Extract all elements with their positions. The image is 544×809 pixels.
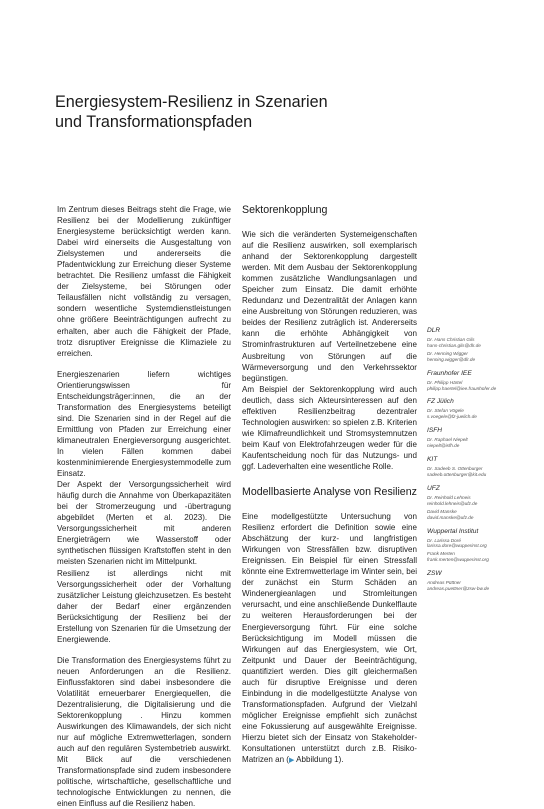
author-email: larissa.dore@wupperinst.org	[427, 543, 487, 549]
figure-reference: Abbildung 1).	[294, 755, 344, 765]
author-email: niepelt@isfh.de	[427, 443, 460, 449]
author-name: Dr. Larissa Doré	[427, 537, 461, 543]
author-entry	[427, 380, 537, 392]
author-name: David Manske	[427, 508, 457, 514]
author-name: Frank Merten	[427, 551, 455, 557]
author-name: Dr. Raphael Niepelt	[427, 437, 468, 443]
left-column	[57, 204, 231, 809]
paragraph: Resilienz ist allerdings nicht mit Versorgungssicherheit oder der Vorhaltung zusätzlicher Leistung gleichzusetzen. Es besteht daher der Bedarf einer ergänzenden Berücksichtigung der Resilienz bei der Erstellung von Szenarien für die Umsetzung der Energiewende.	[57, 568, 231, 644]
institution-name: Fraunhofer IEE	[427, 369, 472, 377]
author-email: andreas.puettner@zsw-bw.de	[427, 586, 490, 592]
author-name: Dr. Hans Christian Gils	[427, 337, 475, 342]
author-sidebar	[427, 327, 537, 592]
institution-name: FZ Jülich	[427, 398, 454, 406]
author-entry	[427, 408, 537, 420]
paragraph: Energieszenarien liefern wichtiges Orientierungswissen für Entscheidungsträger:innen, die an der Transformation des Energiesystems beteiligt sind. Die Szenarien sind in der Regel auf die Ermittlung von Pfaden zur Erreichung einer klimaneutralen Energieversorgung ausgerichtet. In vielen Fällen kommen dabei kostenminimierende Energiesystemmodelle zum Einsatz.	[57, 369, 231, 479]
article-title	[55, 92, 475, 132]
title-line-2: und Transformationspfaden	[55, 113, 253, 131]
author-entry	[427, 551, 537, 563]
author-name: Dr. Stefan Vögele	[427, 408, 464, 414]
author-entry	[427, 509, 537, 521]
arrow-icon: ▶	[288, 757, 295, 765]
institution-name: ISFH	[427, 427, 443, 435]
author-name: Andreas Püttner	[427, 580, 461, 586]
author-entry	[427, 437, 537, 449]
paragraph: Wie sich die veränderten Systemeigenschaften auf die Resilienz auswirken, soll exemplarisch anhand der Sektorenkopplung dargestellt werden. Mit dem Ausbau der Sektorenkopplung kommen zusätzliche Wandlungsanlagen und Speicher zum Einsatz. Die damit erhöhte Redundanz und Dezentralität der Anlagen kann eine Ausbreitung von Störungen reduzieren, was beides der Resilienz zuträglich ist. Andererseits kann die erhöhte Abhängigkeit von Strominfrastrukturen auf Verteilnetzebene eine Ausbreitung von Störungen auf die Wärmeversorgung und den Verkehrssektor begünstigen.	[242, 230, 417, 383]
paragraph: Am Beispiel der Sektorenkopplung wird auch deutlich, dass sich Akteursinteressen auf den effektiven Resilienzbeitrag dezentraler Technologien auswirken: so spielen z.B. Kriterien wie Klimafreundlichkeit und Stromsystemnutzen beim Kauf von Elektrofahrzeugen weder für die Kaufentscheidung noch für das Nutzungs- und ggf. Ladeverhalten eine wesentliche Rolle.	[242, 384, 417, 471]
author-email: hans-christian.gils@dlr.de	[427, 342, 481, 348]
author-entry	[427, 538, 537, 550]
paragraph: Der Aspekt der Versorgungssicherheit wird häufig durch die Annahme von Überkapazitäten bei der Stromerzeugung und -übertragung abgebildet (Merten et al. 2023). Die Versorgungssicherheit mit anderen Energieträgern wie Wasserstoff oder synthetischen flüssigen Kraftstoffen steht in den meisten Szenarien nicht im Mittelpunkt.	[57, 480, 231, 567]
author-entry	[427, 495, 537, 507]
author-entry	[427, 337, 537, 349]
institution-name: UFZ	[427, 484, 440, 492]
author-email: reinhold.lehneis@ufz.de	[427, 500, 478, 506]
section-heading-analyse: Modellbasierte Analyse von Resilienz	[242, 486, 417, 499]
title-line-1: Energiesystem-Resilienz in Szenarien	[55, 93, 328, 111]
paragraph: Die Transformation des Energiesystems führt zu neuen Anforderungen an die Resilienz. Einflussfaktoren sind dabei insbesondere die Volatilität erneuerbarer Energiequellen, die Dezentralisierung, die Digitalisierung und die Sektorenkopplung . Hinzu kommen Auswirkungen des Klimawandels, der sich nicht nur auf mögliche Extremwetterlagen, sondern auch auf den regulären Systembetrieb auswirkt. Mit Blick auf die verschiedenen Transformationspfade sind zudem insbesondere politische, wirtschaftliche, gesellschaftliche und technologische Entwicklungen zu nennen, die einen Einfluss auf die Resilienz haben.	[57, 655, 231, 809]
paragraph: Im Zentrum dieses Beitrags steht die Frage, wie Resilienz bei der Modellierung zukünftiger Energiesysteme berücksichtigt werden kann. Dabei wird einerseits die Ausgestaltung von Zielsystemen und andererseits die Pfadentwicklung zur Erreichung dieser Systeme betrachtet. Die Resilienz umfasst die Fähigkeit der Zielsysteme, bei Störungen oder Teilausfällen nicht vollständig zu versagen, sondern wesentliche Systemdienstleistungen ohne größere Beeinträchtigungen aufrecht zu erhalten, aber auch die Fähigkeit der Pfade, trotz disruptiver Ereignisse die Klimaziele zu erreichen.	[57, 205, 231, 358]
author-entry	[427, 351, 537, 363]
analyse-text: Eine modellgestützte Untersuchung von Resilienz erfordert die Definition sowie eine Abschätzung der kurz- und langfristigen Wirkungen von Stressfällen bzw. disruptiven Ereignissen. Ein Beispiel für einen Stressfall könnte eine Extremwetterlage im Winter sein, bei der zunächst ein Sturm Schäden an Windenergieanlagen und Stromleitungen verursacht, und eine anschließende Dunkelflaute zu weiteren Herausforderungen bei der Energieversorgung führt. Für eine solche Berücksichtigung im Modell müssen die Wirkungen auf das Energiesystem, wie Ort, Zeitpunkt und Dauer der Beeinträchtigung, quantifiziert werden. Dies gilt gleichermaßen auch für disruptive Ereignisse und deren Einbindung in die modellgestützte Analyse von Transformationspfaden. Aufgrund der Vielzahl möglicher Ereignisse empfiehlt sich zunächst eine Fokussierung auf ausgewählte Ereignisse. Hierzu bietet sich der Einsatz von Stakeholder-Konsultationen unterstützt durch z.B. Risiko-Matrizen an (	[242, 512, 417, 765]
section-heading-sektorenkopplung: Sektorenkopplung	[242, 204, 328, 216]
author-name: Dr. Reinhold Lehneis	[427, 494, 471, 500]
author-email: david.manske@ufz.de	[427, 514, 474, 520]
author-name: Dr. Henning Wigger	[427, 350, 468, 356]
author-email: s.voegele@fz-juelich.de	[427, 414, 477, 420]
institution-name: KIT	[427, 456, 438, 464]
author-email: philipp.haertel@iee.fraunhofer.de	[427, 385, 497, 391]
author-email: henning.wigger@dlr.de	[427, 356, 476, 362]
author-entry	[427, 580, 537, 592]
institution-name: Wuppertal Institut	[427, 527, 479, 535]
author-name: Dr. Philipp Härtel	[427, 379, 463, 385]
institution-name: ZSW	[427, 570, 442, 578]
author-email: frank.merten@wupperinst.org	[427, 557, 489, 563]
right-column	[242, 204, 417, 766]
paragraph	[242, 511, 417, 766]
institution-name: DLR	[427, 327, 441, 334]
author-name: Dr. Sadeeb S. Ottenburger	[427, 466, 483, 472]
author-email: sadeeb.ottenburger@kit.edu	[427, 471, 487, 477]
author-entry	[427, 466, 537, 478]
